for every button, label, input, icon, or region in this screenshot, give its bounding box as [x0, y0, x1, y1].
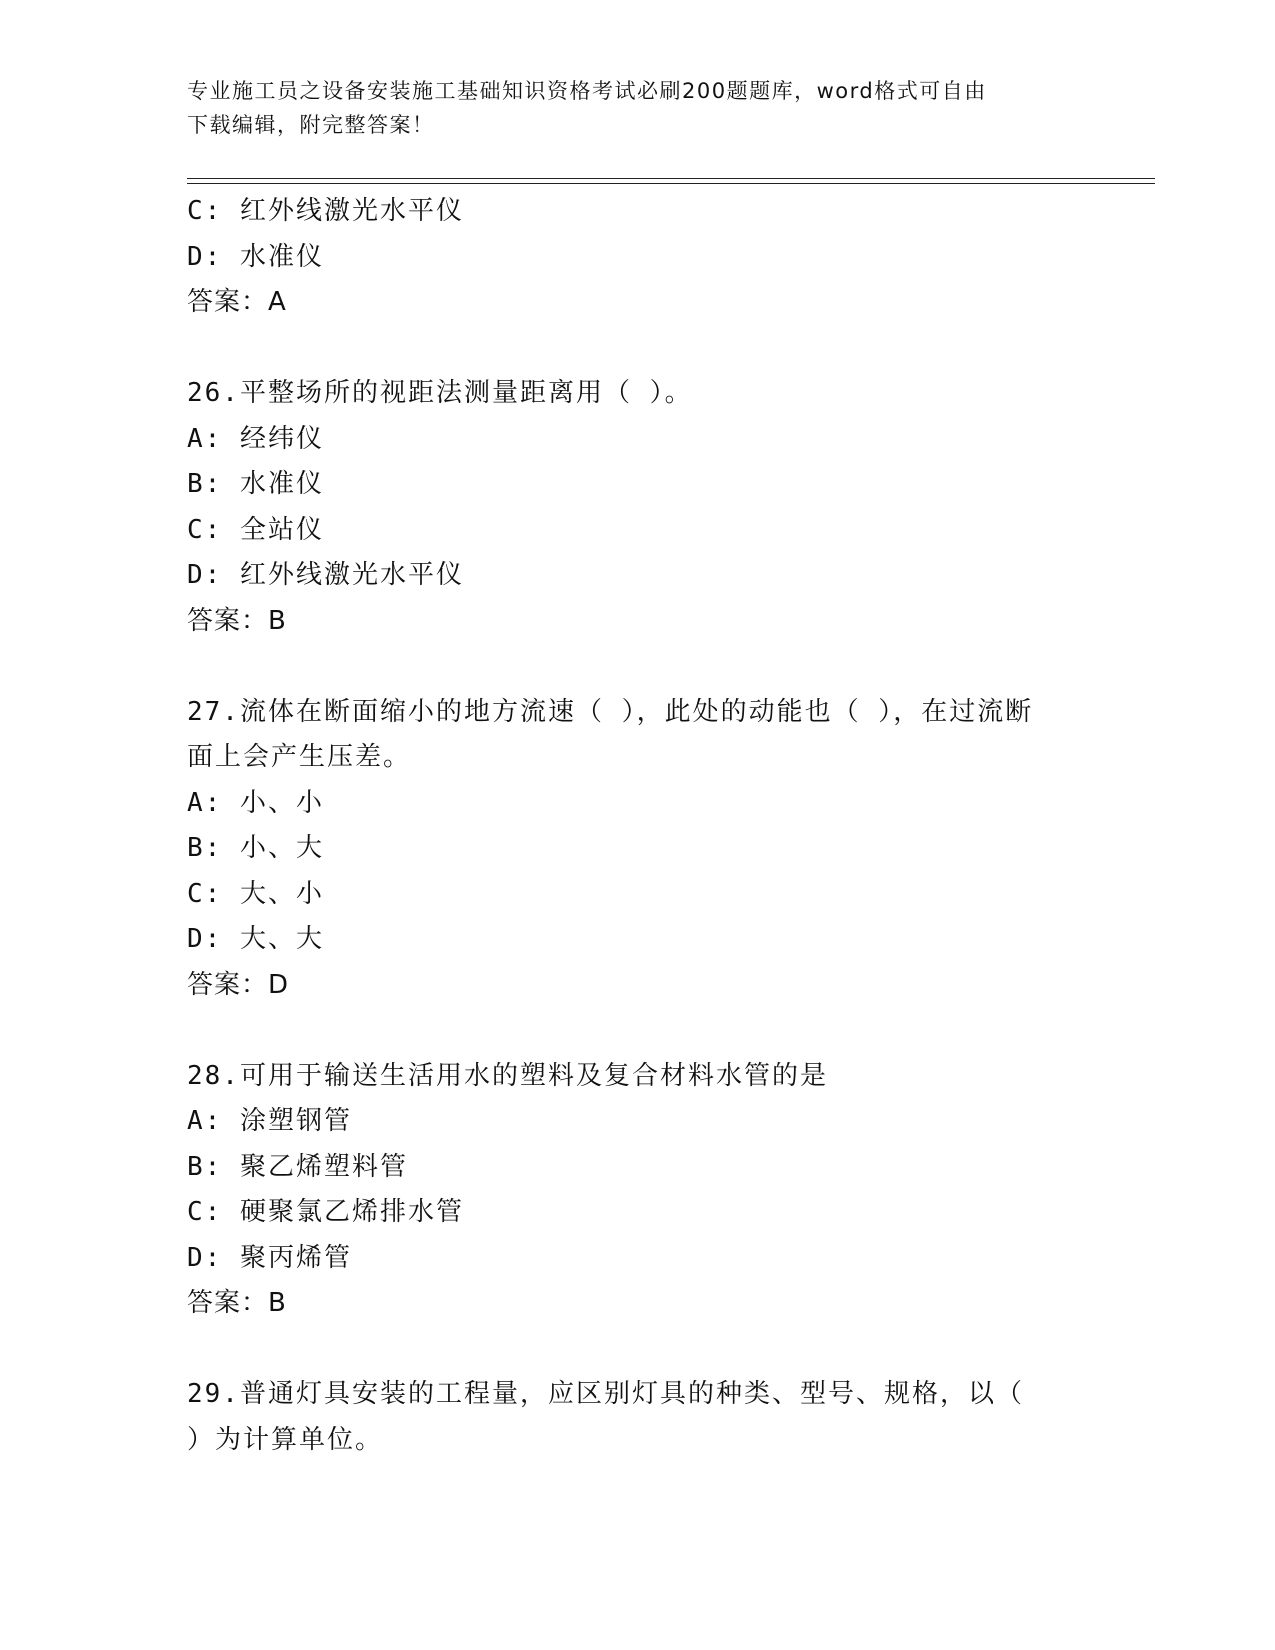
question-stem: 26.平整场所的视距法测量距离用（ ）。 [187, 378, 693, 408]
option-c: C: 全站仪 [187, 514, 324, 545]
question-stem: 27.流体在断面缩小的地方流速（ ），此处的动能也（ ），在过流断 [187, 696, 1034, 727]
option-b: B: 小、大 [187, 833, 324, 863]
option-b: B: 水准仪 [187, 469, 324, 499]
option-c: C: 红外线激光水平仪 [187, 196, 464, 226]
answer: 答案：D [187, 969, 290, 1000]
answer: 答案：B [187, 605, 287, 636]
option-d: D: 水准仪 [187, 241, 324, 272]
option-a: A: 涂塑钢管 [187, 1106, 352, 1136]
question-stem-continued: 面上会产生压差。 [187, 742, 412, 772]
header-divider-bottom [187, 183, 1155, 184]
option-d: D: 聚丙烯管 [187, 1242, 352, 1273]
option-d: D: 红外线激光水平仪 [187, 560, 464, 590]
question-29 [187, 1372, 1087, 1463]
header-divider-top [187, 178, 1155, 179]
option-a: A: 经纬仪 [187, 423, 324, 454]
option-b: B: 聚乙烯塑料管 [187, 1151, 408, 1182]
question-list [187, 189, 1087, 1463]
question-28 [187, 1054, 1087, 1327]
question-27 [187, 690, 1087, 1009]
option-a: A: 小、小 [187, 787, 324, 818]
question-26 [187, 371, 1087, 644]
answer: 答案：A [187, 287, 287, 317]
option-d: D: 大、大 [187, 924, 324, 954]
question-stem: 28.可用于输送生活用水的塑料及复合材料水管的是 [187, 1060, 828, 1091]
option-c: C: 大、小 [187, 878, 324, 909]
question-stem-continued: ）为计算单位。 [187, 1424, 384, 1455]
option-c: C: 硬聚氯乙烯排水管 [187, 1197, 464, 1227]
header-line-1: 专业施工员之设备安装施工基础知识资格考试必刷200题题库，word格式可自由 [187, 79, 987, 103]
header-line-2: 下载编辑，附完整答案！ [187, 113, 435, 137]
question-25-tail [187, 189, 1087, 326]
document-header [187, 74, 1067, 142]
answer: 答案：B [187, 1288, 287, 1318]
question-stem: 29.普通灯具安装的工程量，应区别灯具的种类、型号、规格，以（ [187, 1379, 1024, 1409]
